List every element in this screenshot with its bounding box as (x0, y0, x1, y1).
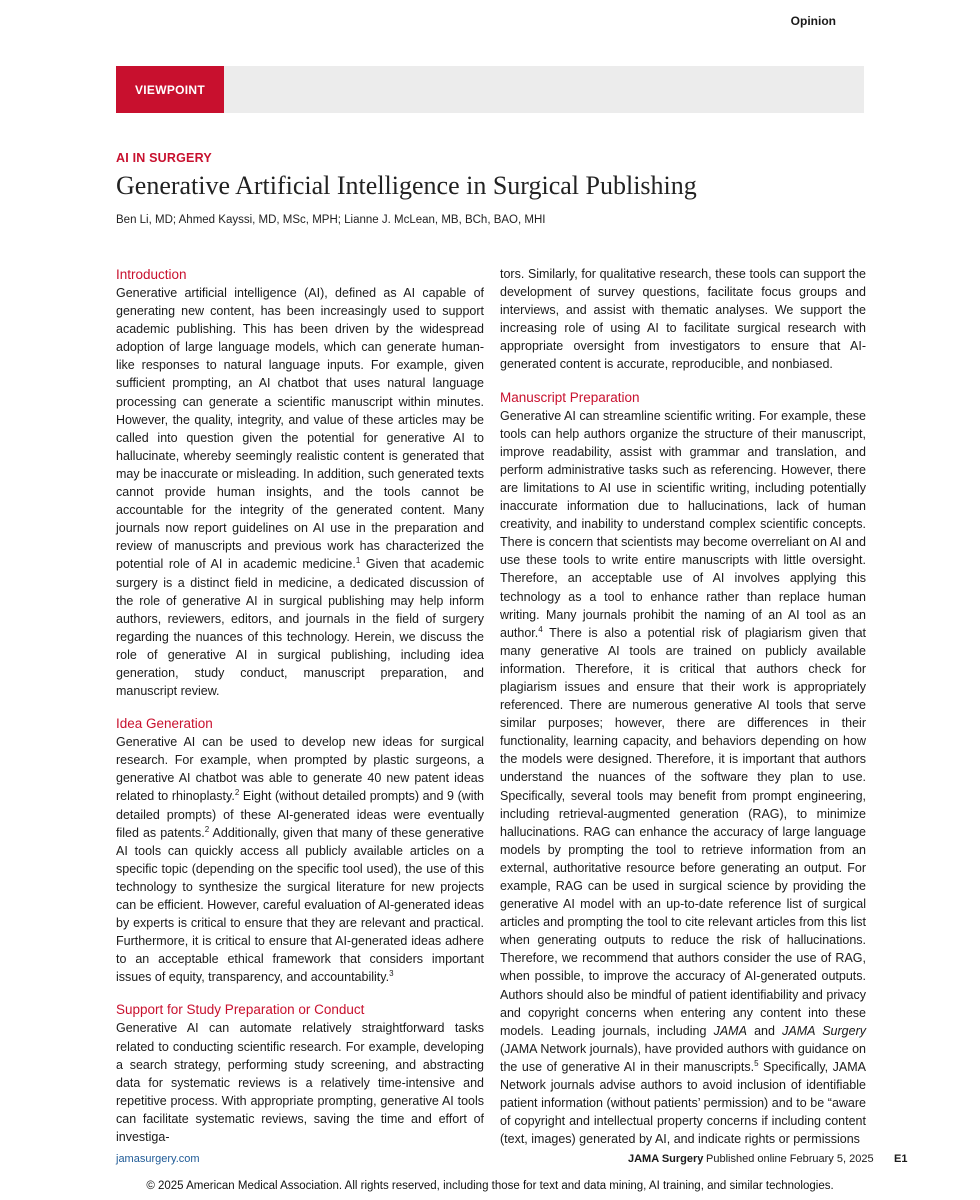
continued-paragraph: tors. Similarly, for qualitative research, these tools can support the development of survey questions, facilitate focus groups and interviews, and assist with thematic analyses. We support the increasing role of using AI to facilitate surgical research with appropriate oversight from investigators to ensure that AI-generated content is accurate, reproducible, and nonbiased. (500, 267, 866, 372)
text-run: Eight (without detailed prompts) and 9 (with detailed prompts) of these AI-generated ideas were eventually filed as patents. (116, 789, 484, 840)
text-run: Additionally, given that many of these generative AI tools can quickly access all publicly available articles on a specific topic (depending on the specific tool used), the use of this technology to synthesize the surgical literature for new projects can be efficient. However, careful evaluation of AI-generated ideas by experts is critical to ensure that they are relevant and practical. Furthermore, it is critical to ensure that AI-generated ideas adhere to an acceptable ethical framework that considers important issues of equity, transparency, and accountability. (116, 825, 484, 985)
viewpoint-tag: VIEWPOINT (116, 66, 224, 113)
idea-generation-paragraph (116, 733, 484, 986)
text-run: (JAMA Network journals), have provided authors with guidance on the use of generative AI in their manuscripts. (500, 1041, 866, 1074)
reference-2[interactable]: 2 (234, 788, 240, 798)
study-conduct-paragraph: Generative AI can automate relatively straightforward tasks related to conducting scientific research. For example, developing a search strategy, performing study screening, and abstracting data for systematic reviews is a relatively time-intensive and repetitive process. With appropriate prompting, generative AI tools can facilitate systematic reviews, saving the time and effort of investiga- (116, 1021, 484, 1145)
publication-date: Published online February 5, 2025 (706, 1153, 874, 1165)
reference-4[interactable]: 4 (538, 624, 543, 634)
text-run: Given that academic surgery is a distinct field in medicine, a dedicated discussion of the role of generative AI in surgical publishing may help inform authors, reviewers, editors, and journals in the field of surgery regarding the nuances of this technology. Herein, we discuss the role of generative AI in surgical publishing, including idea generation, study conduct, manuscript preparation, and manuscript review. (116, 557, 485, 699)
reference-3[interactable]: 3 (389, 969, 394, 979)
article-type-banner (116, 66, 864, 113)
reference-2[interactable]: 2 (204, 824, 210, 834)
introduction-paragraph (116, 284, 484, 700)
introduction-heading: Introduction (116, 267, 187, 282)
journal-name-jama: JAMA (713, 1023, 747, 1038)
manuscript-preparation-heading: Manuscript Preparation (500, 389, 640, 405)
text-run: Generative AI can be used to develop new ideas for surgical research. For example, when prompted by plastic surgeons, a generative AI chatbot was able to generate 40 new patent ideas related to rhinoplasty. (116, 735, 484, 804)
reference-1[interactable]: 1 (355, 556, 361, 566)
journal-name-jama-surgery: JAMA Surgery (782, 1023, 866, 1038)
copyright-notice: © 2025 American Medical Association. All rights reserved, including those for text and data mining, AI training, and similar technologies. (146, 1180, 834, 1192)
article-title: Generative Artificial Intelligence in Surgical Publishing (116, 171, 697, 200)
journal-name: JAMA Surgery (628, 1153, 704, 1165)
text-run: There is also a potential risk of plagiarism given that many generative AI tools are trained on publicly available information. Therefore, it is critical that authors check for plagiarism issues and ensure that their work is appropriately referenced. There are numerous generative AI tools that serve similar purposes; however, there are differences in their functionality, learning capacity, and behaviors depending on how the models were designed. Therefore, it is important that authors understand the nuances of the software they plan to use. Specifically, several tools may benefit from prompt engineering, including retrieval-augmented generation (RAG), to minimize hallucinations. RAG can enhance the accuracy of large language models by prompting the tool to retrieve information from an external, authoritative resource before generating an output. For example, RAG can be used in surgical science by providing the generative AI model with an up-to-date reference list of surgical articles and prompting the tool to cite relevant articles from this list when generating outputs to reduce the risk of hallucinations. Therefore, we recommend that authors consider the use of RAG, when possible, to improve the accuracy of AI-generated outputs. Authors should also be mindful of patient identifiability and privacy and copyright concerns when entering any content into these models. Leading journals, including (500, 625, 866, 1038)
text-run: Generative artificial intelligence (AI), defined as AI capable of generating new content, has been increasingly used to support academic publishing. This has been driven by the widespread adoption of large language models, which can generate human-like responses to natural language inputs. For example, given sufficient prompting, an AI chatbot that uses natural language processing can generate a scientific manuscript within minutes. However, the quality, integrity, and value of these articles may be called into question given the potential for generative AI to hallucinate, whereby seemingly realistic content is generated that may be inaccurate or misleading. In addition, such generated texts cannot provide human insights, and the tools cannot be accountable for the integrity of the generated content. Many journals now report guidelines on AI use in the preparation and review of manuscripts and previous work has characterized the potential role of AI in academic medicine. (116, 286, 484, 572)
text-run: Generative AI can streamline scientific writing. For example, these tools can help authors organize the structure of their manuscript, improve readability, assist with grammar and translation, and perform administrative tasks such as referencing. However, there are limitations to AI use in scientific writing, including potentially inaccurate information due to hallucinations, lack of human creativity, and inability to understand complex scientific concepts. There is concern that scientists may become overreliant on AI and use these tools to write entire manuscripts with little oversight. Therefore, an acceptable use of AI involves applying this technology as a tool to enhance rather than replace human writing. Many journals prohibit the naming of an AI tool as an author. (500, 408, 866, 640)
author-list: Ben Li, MD; Ahmed Kayssi, MD, MSc, MPH; Lianne J. McLean, MB, BCh, BAO, MHI (116, 214, 546, 226)
right-column (500, 265, 866, 1148)
page-number: E1 (894, 1153, 908, 1165)
left-column (116, 265, 484, 1146)
manuscript-preparation-paragraph (500, 407, 866, 1149)
study-conduct-heading: Support for Study Preparation or Conduct (116, 1002, 365, 1018)
text-run: Specifically, JAMA Network journals advise authors to avoid inclusion of identifiable patient information (without patients’ permission) and to be “aware of copyright and intellectual property concerns if including content (text, images) generated by AI, and indicate rights or permissions (500, 1059, 866, 1147)
journal-url-link[interactable]: jamasurgery.com (116, 1153, 200, 1165)
reference-5[interactable]: 5 (754, 1058, 759, 1068)
text-run: and (746, 1023, 783, 1038)
topic-kicker: AI IN SURGERY (116, 151, 212, 165)
idea-generation-heading: Idea Generation (116, 716, 213, 732)
section-label: Opinion (790, 14, 836, 28)
